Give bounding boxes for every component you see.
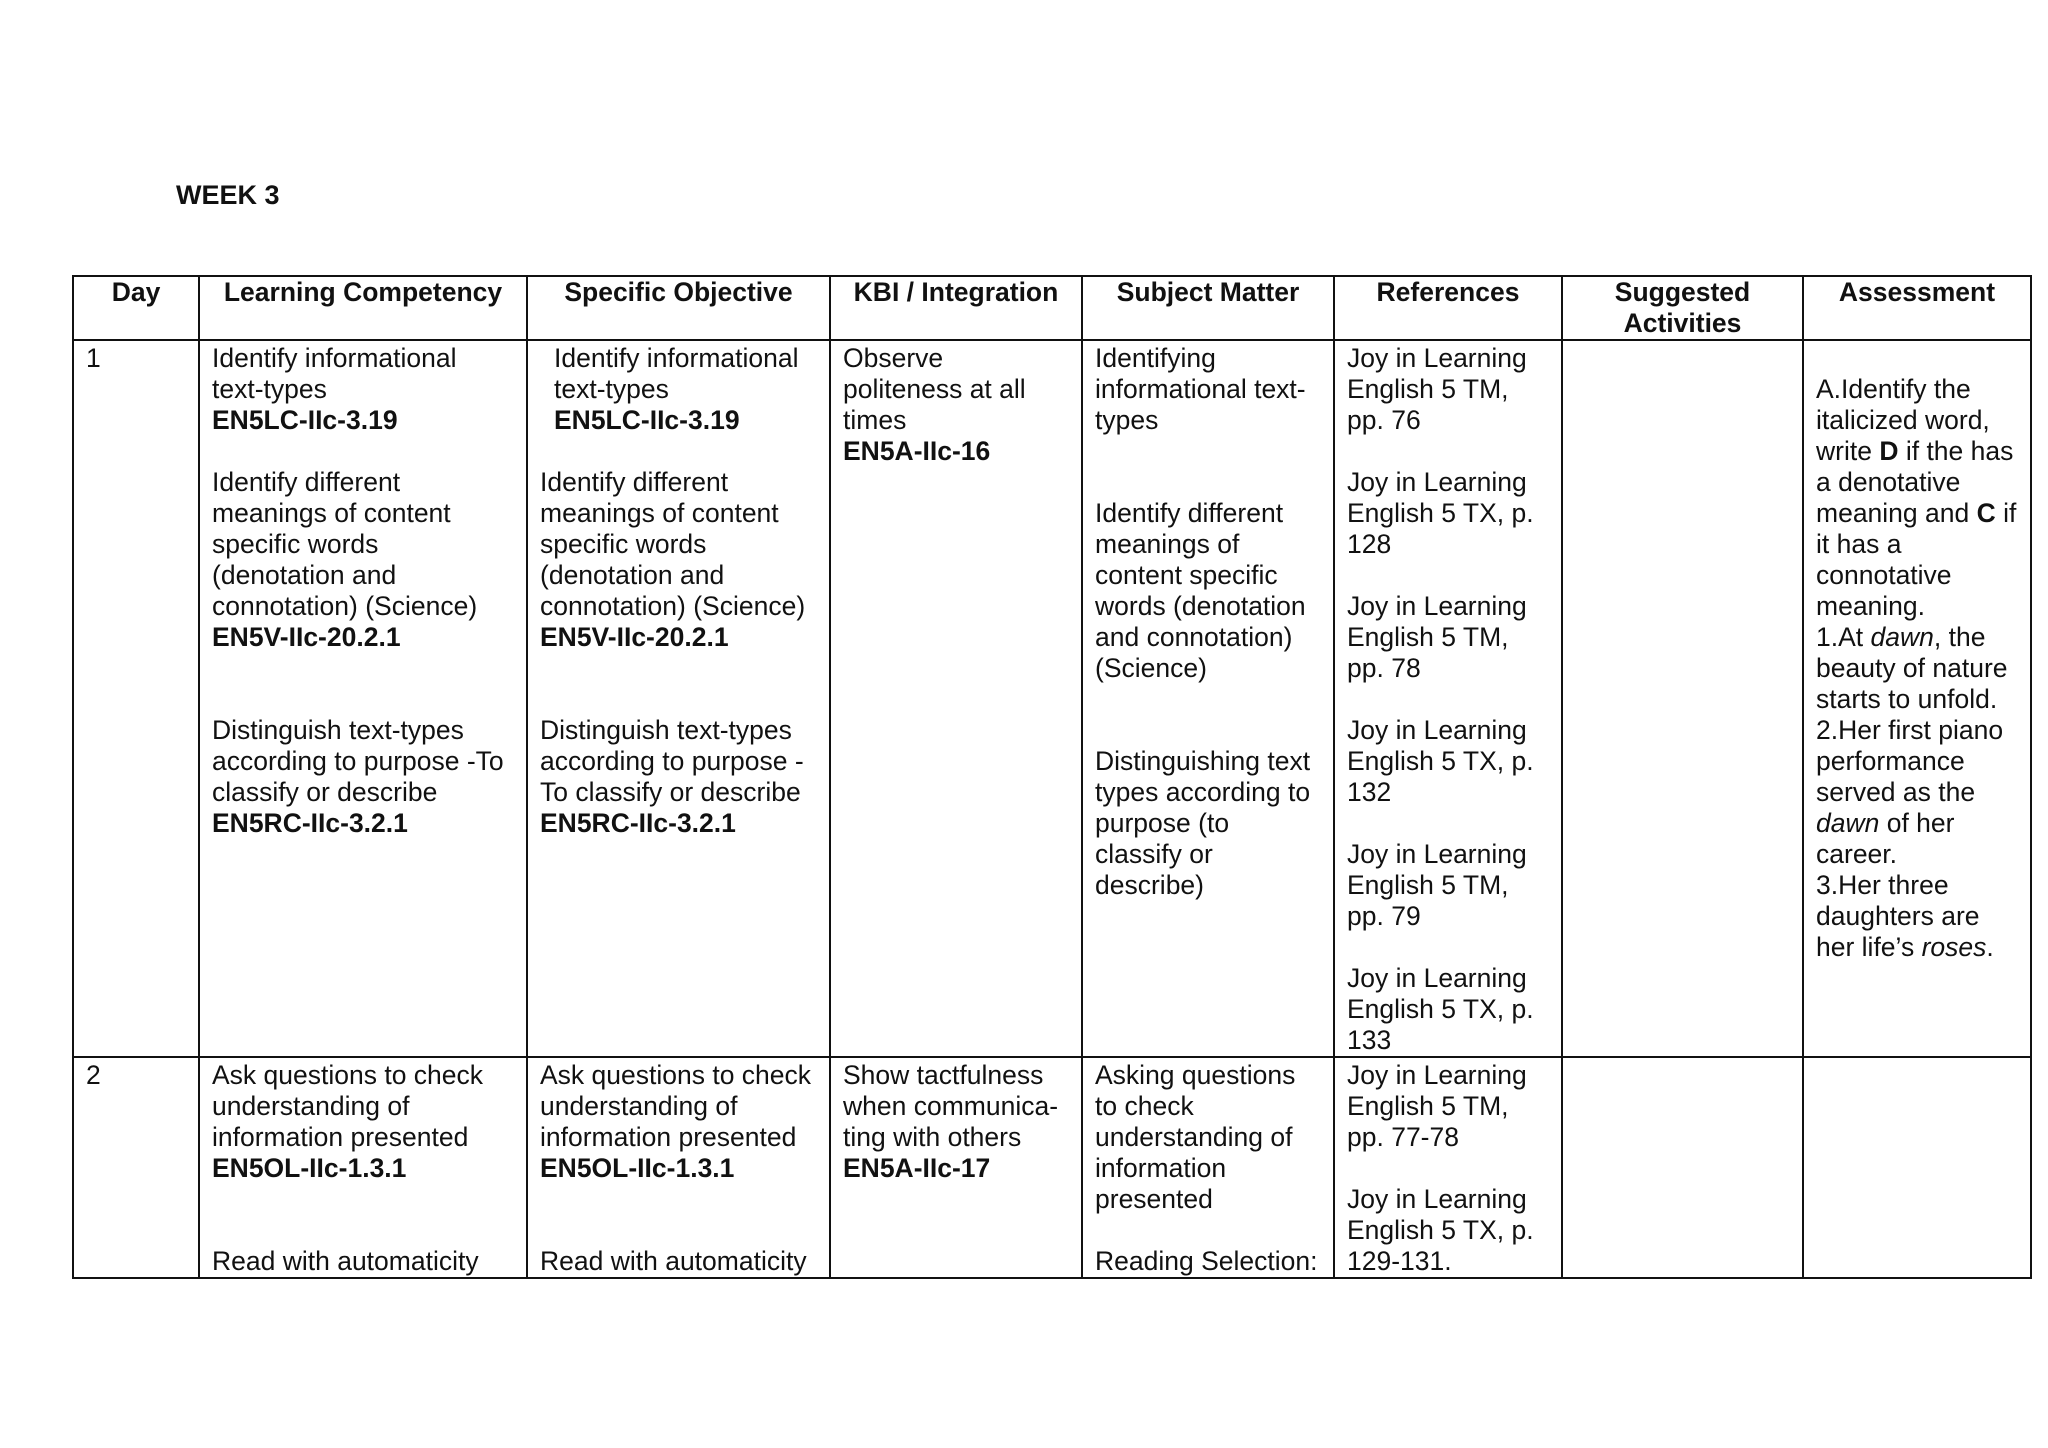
competency-text: Identify informational text-types [212, 343, 457, 404]
competency-code: EN5V-IIc-20.2.1 [212, 622, 401, 652]
activities-cell [1562, 340, 1803, 1057]
objective-code: EN5RC-IIc-3.2.1 [540, 808, 736, 838]
competency-code: EN5OL-IIc-1.3.1 [212, 1153, 407, 1183]
reference-text: Joy in Learning English 5 TX, p. 129-131. [1347, 1184, 1534, 1276]
reference-text: Joy in Learning English 5 TX, p. 133 [1347, 963, 1534, 1055]
reference-text: Joy in Learning English 5 TM, pp. 78 [1347, 591, 1527, 683]
competency-text: Identify different meanings of content specific words (denotation and connotation) (Science) [212, 467, 478, 621]
col-header-specific-objective: Specific Objective [527, 276, 830, 340]
competency-code: EN5LC-IIc-3.19 [212, 405, 398, 435]
competency-text: Read with automaticity [212, 1246, 479, 1276]
col-header-kbi-integration: KBI / Integration [830, 276, 1082, 340]
subject-matter-text: Asking questions to check understanding of information presented [1095, 1060, 1296, 1214]
kbi-cell [830, 340, 1082, 1057]
objective-code: EN5LC-IIc-3.19 [554, 405, 740, 435]
competency-text: Distinguish text-types according to purpose -To classify or describe [212, 715, 504, 807]
subject-matter-text: Distinguishing text types according to purpose (to classify or describe) [1095, 746, 1311, 900]
assessment-item: 3.Her three daughters are her life’s roses. [1816, 870, 1994, 962]
table-row [73, 1057, 2031, 1278]
reference-text: Joy in Learning English 5 TM, pp. 76 [1347, 343, 1527, 435]
objective-text: Read with automaticity [540, 1246, 807, 1276]
reference-text: Joy in Learning English 5 TX, p. 128 [1347, 467, 1534, 559]
objective-text: Identify informational text-types [554, 343, 799, 404]
assessment-item: 2.Her first piano performance served as the dawn of her career. [1816, 715, 2004, 869]
day-cell [73, 340, 199, 1057]
col-header-assessment: Assessment [1803, 276, 2031, 340]
subject-matter-text: Reading Selection: [1095, 1246, 1318, 1276]
table-row [73, 340, 2031, 1057]
assessment-instructions: A.Identify the italicized word, write D if the has a denotative meaning and C if it has a connotative meaning. [1816, 374, 2017, 621]
objective-cell [527, 1057, 830, 1278]
references-cell [1334, 340, 1562, 1057]
col-header-suggested-activities: Suggested Activities [1562, 276, 1803, 340]
day-cell [73, 1057, 199, 1278]
kbi-text: Observe politeness at all times [843, 343, 1026, 435]
competency-code: EN5RC-IIc-3.2.1 [212, 808, 408, 838]
subject-matter-text: Identify different meanings of content specific words (denotation and connotation) (Science) [1095, 498, 1306, 683]
assessment-cell [1803, 340, 2031, 1057]
reference-text: Joy in Learning English 5 TX, p. 132 [1347, 715, 1534, 807]
kbi-code: EN5A-IIc-17 [843, 1153, 991, 1183]
references-cell [1334, 1057, 1562, 1278]
subject-matter-cell [1082, 1057, 1334, 1278]
week-heading: WEEK 3 [176, 180, 280, 210]
col-header-learning-competency: Learning Competency [199, 276, 527, 340]
objective-text: Ask questions to check understanding of information presented [540, 1060, 812, 1152]
reference-text: Joy in Learning English 5 TM, pp. 77-78 [1347, 1060, 1527, 1152]
subject-matter-text: Identifying informational text-types [1095, 343, 1306, 435]
competency-text: Ask questions to check understanding of information presented [212, 1060, 484, 1152]
subject-matter-cell [1082, 340, 1334, 1057]
col-header-day: Day [73, 276, 199, 340]
competency-cell [199, 340, 527, 1057]
kbi-text: Show tactfulness when communica-ting with others [843, 1060, 1059, 1152]
lesson-plan-table [72, 275, 2032, 1279]
kbi-cell [830, 1057, 1082, 1278]
objective-code: EN5OL-IIc-1.3.1 [540, 1153, 735, 1183]
kbi-code: EN5A-IIc-16 [843, 436, 991, 466]
table-header-row [73, 276, 2031, 340]
objective-code: EN5V-IIc-20.2.1 [540, 622, 729, 652]
col-header-references: References [1334, 276, 1562, 340]
reference-text: Joy in Learning English 5 TM, pp. 79 [1347, 839, 1527, 931]
day-number: 2 [86, 1060, 101, 1090]
col-header-subject-matter: Subject Matter [1082, 276, 1334, 340]
activities-cell [1562, 1057, 1803, 1278]
objective-text: Identify different meanings of content specific words (denotation and connotation) (Science) [540, 467, 806, 621]
day-number: 1 [86, 343, 101, 373]
competency-cell [199, 1057, 527, 1278]
objective-text: Distinguish text-types according to purpose -To classify or describe [540, 715, 804, 807]
objective-cell [527, 340, 830, 1057]
assessment-cell [1803, 1057, 2031, 1278]
assessment-item: 1.At dawn, the beauty of nature starts to unfold. [1816, 622, 2008, 714]
